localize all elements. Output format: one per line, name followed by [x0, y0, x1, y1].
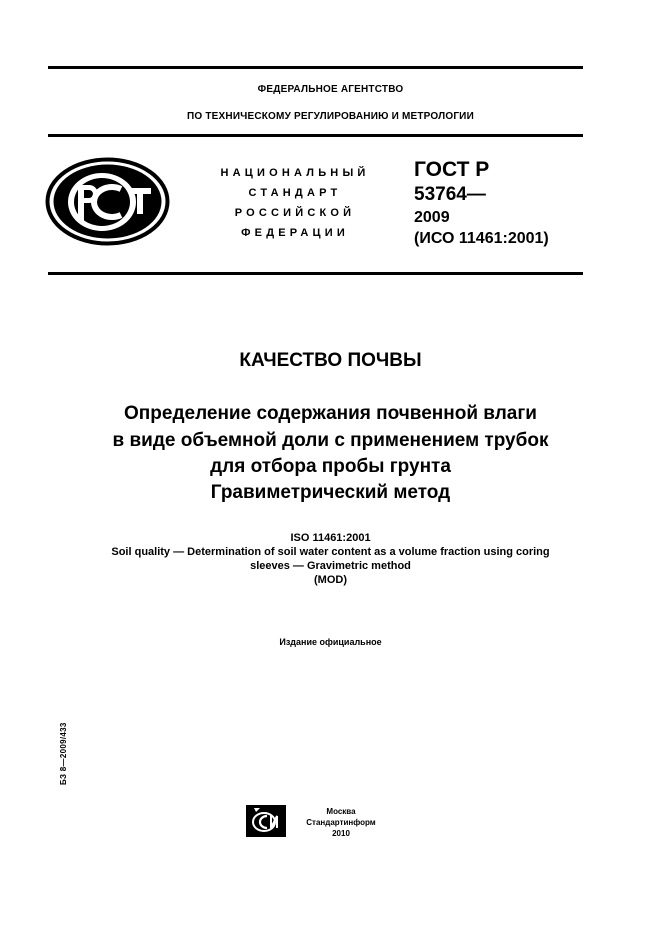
top-rule: [48, 66, 583, 69]
subtitle-line-1: Определение содержания почвенной влаги: [124, 403, 537, 424]
subtitle-line-2: в виде объемной доли с применением трубок: [112, 430, 549, 451]
gost-r-logo-icon: [45, 157, 170, 246]
vertical-code: БЗ 8—2009/433: [59, 722, 68, 785]
subtitle-line-3: для отбора пробы грунта: [210, 456, 451, 477]
iso-title-line-2: sleeves — Gravimetric method: [250, 560, 411, 572]
national-standard-line-1: НАЦИОНАЛЬНЫЙ: [220, 167, 370, 179]
national-standard-line-4: ФЕДЕРАЦИИ: [241, 227, 349, 239]
publisher-name: Стандартинформ: [306, 818, 376, 827]
iso-title-line-1: Soil quality — Determination of soil water content as a volume fraction using coring: [111, 546, 550, 558]
designation-iso: (ИСО 11461:2001): [414, 230, 549, 247]
national-standard-line-2: СТАНДАРТ: [248, 187, 342, 199]
agency-line-1: ФЕДЕРАЛЬНОЕ АГЕНТСТВО: [257, 84, 404, 95]
publisher-city: Москва: [326, 807, 356, 816]
subtitle-line-4: Гравиметрический метод: [210, 482, 451, 503]
designation-number: 53764—: [414, 184, 486, 205]
designation-gost-r: ГОСТ Р: [414, 158, 490, 181]
document-title: КАЧЕСТВО ПОЧВЫ: [239, 350, 422, 371]
standartinform-logo-icon: [246, 805, 286, 837]
designation-year: 2009: [414, 209, 450, 226]
iso-mod: (MOD): [314, 574, 347, 586]
edition-note: Издание официальное: [279, 637, 382, 647]
header-rule: [48, 134, 583, 137]
agency-line-2: ПО ТЕХНИЧЕСКОМУ РЕГУЛИРОВАНИЮ И МЕТРОЛОГИИ: [187, 111, 474, 122]
designation-rule: [48, 272, 583, 275]
publisher-year: 2010: [332, 829, 350, 838]
national-standard-line-3: РОССИЙСКОЙ: [234, 207, 356, 219]
iso-number: ISO 11461:2001: [290, 532, 371, 544]
